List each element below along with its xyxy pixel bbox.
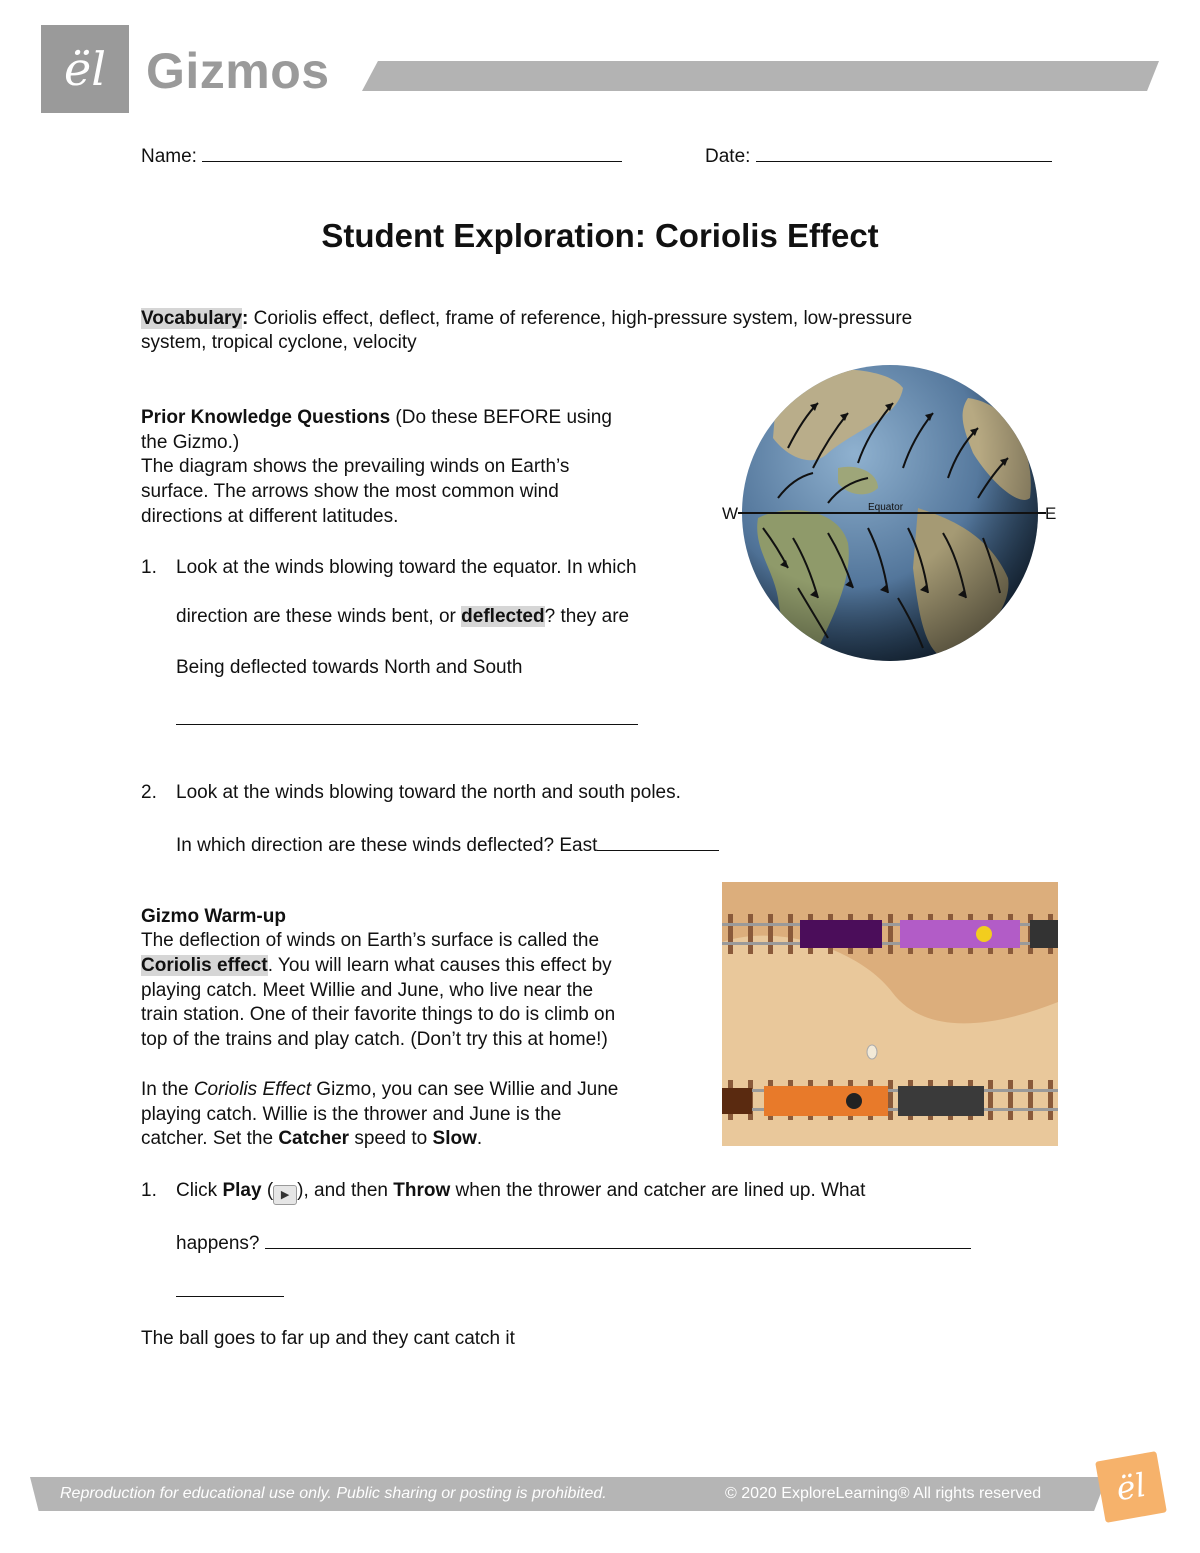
prior-q2-line-2[interactable]: In which direction are these winds deflected? East [176,831,719,859]
prior-q2-answer-blank[interactable] [597,831,719,851]
vocabulary-line-1: Vocabulary: Coriolis effect, deflect, frame of reference, high-pressure system, low-pressure [141,308,913,329]
date-blank[interactable] [756,142,1052,162]
warmup-q1-line-2[interactable]: happens? [176,1229,971,1257]
prior-q2-line-1: Look at the winds blowing toward the north and south poles. [176,782,681,803]
warmup-text-line: In the Coriolis Effect Gizmo, you can see Willie and June [141,1079,619,1100]
prior-text-line: the Gizmo.) [141,432,240,453]
vocabulary-label: Vocabulary [141,308,243,329]
date-field[interactable] [705,142,1052,170]
warmup-text-line: catcher. Set the Catcher speed to Slow. [141,1128,483,1149]
prior-q2-number: 2. [141,782,157,803]
warmup-heading: Gizmo Warm-up [141,906,286,927]
east-label: E [1045,504,1057,523]
prior-text-line: directions at different latitudes. [141,506,399,527]
warmup-q1-answer-blank[interactable] [265,1229,971,1249]
coriolis-effect-term: Coriolis effect [141,955,268,976]
warmup-text-line: The deflection of winds on Earth’s surface is called the [141,930,600,951]
warmup-q1-answer-blank-2[interactable] [176,1296,284,1297]
play-icon: ▶ [273,1185,297,1205]
prior-text-line: surface. The arrows show the most common wind [141,481,559,502]
prior-heading: Prior Knowledge Questions (Do these BEFORE using [141,407,612,428]
warmup-text-line: train station. One of their favorite things to do is climb on [141,1004,616,1025]
prior-q1-line-2: direction are these winds bent, or deflected? they are [176,606,630,627]
warmup-text-line: playing catch. Willie is the thrower and June is the [141,1104,562,1125]
name-field[interactable] [141,142,622,170]
warmup-text-line: top of the trains and play catch. (Don’t try this at home!) [141,1029,608,1050]
page-title: Student Exploration: Coriolis Effect [321,217,879,254]
name-label: Name: [141,146,197,167]
warmup-q1-answer[interactable]: The ball goes to far up and they cant catch it [141,1328,515,1349]
date-label: Date: [705,146,751,167]
warmup-text-line: playing catch. Meet Willie and June, who live near the [141,980,594,1001]
header-bar [362,61,1159,91]
prior-q1-answer[interactable]: Being deflected towards North and South [176,657,523,678]
warmup-q1-number: 1. [141,1180,157,1201]
warmup-q1-line-1: Click Play ( ▶ ), and then Throw when the thrower and catcher are lined up. What [176,1179,865,1205]
explorelearning-logo: ël [64,42,106,96]
footer-notice: Reproduction for educational use only. Public sharing or posting is prohibited. [60,1485,607,1502]
deflected-term: deflected [461,606,545,627]
footer-logo: ël [1113,1465,1149,1509]
vocabulary-line-2: system, tropical cyclone, velocity [141,332,417,353]
prior-q1-number: 1. [141,557,157,578]
warmup-text-line: Coriolis effect. You will learn what causes this effect by [141,955,612,976]
name-blank[interactable] [202,142,622,162]
brand-name: Gizmos [146,43,330,99]
coriolis-gizmo-trains-image [722,882,1058,1146]
ball-icon [867,1045,877,1059]
prior-text-line: The diagram shows the prevailing winds on Earth’s [141,456,570,477]
footer-copyright: © 2020 ExploreLearning® All rights reserved [725,1485,1042,1502]
prior-q1-line-1: Look at the winds blowing toward the equator. In which [176,557,637,578]
equator-label: Equator [868,502,904,513]
west-label: W [722,504,739,523]
top-train [800,920,1058,948]
prior-q1-answer-blank[interactable] [176,724,638,725]
prevailing-winds-globe-image [718,358,1062,668]
